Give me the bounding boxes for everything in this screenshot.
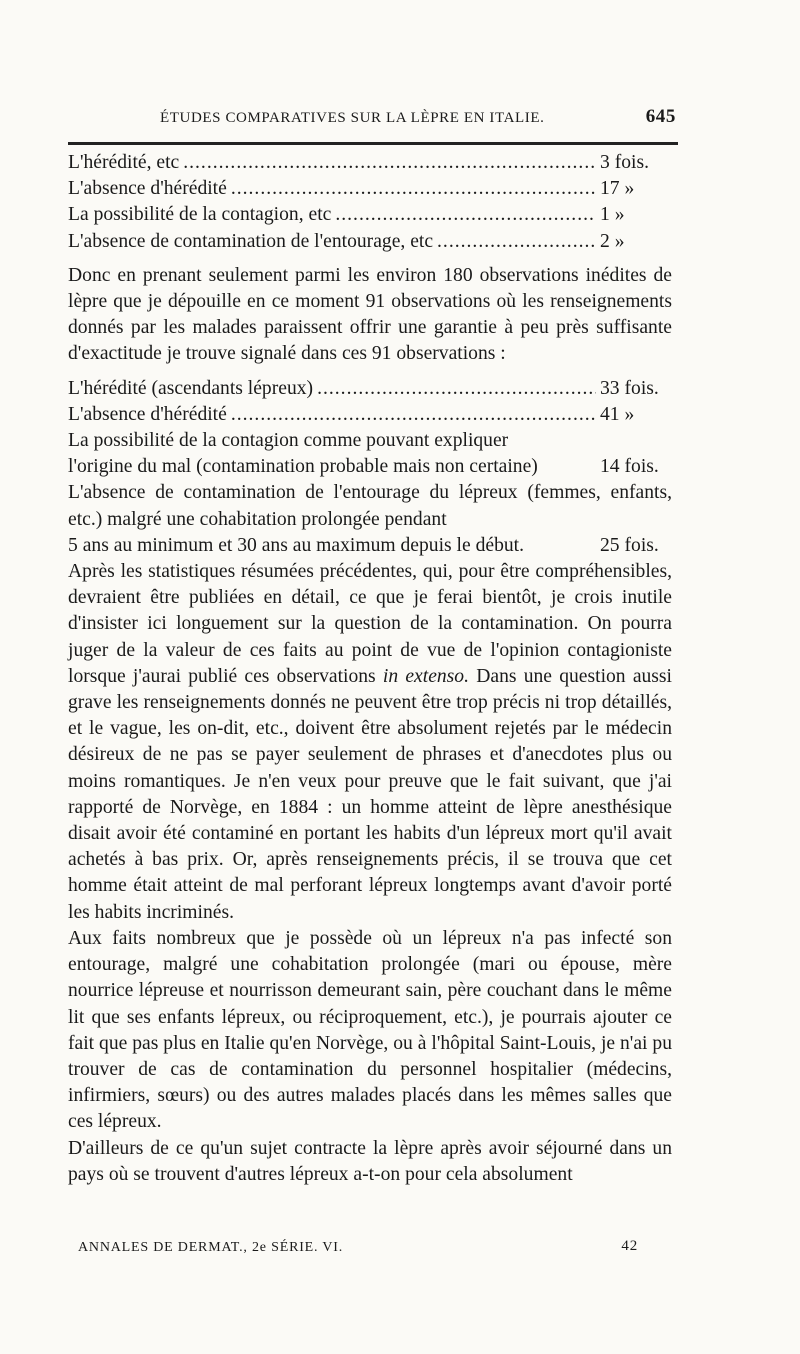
page-number: 645 <box>645 106 676 127</box>
spacer <box>68 255 672 263</box>
list1-item: L'hérédité, etc ..... 3 fois. <box>68 150 672 176</box>
dot-leader <box>335 202 596 228</box>
dot-leader <box>437 229 596 255</box>
running-title: ÉTUDES COMPARATIVES SUR LA LÈPRE EN ITALIE. <box>160 110 545 126</box>
signature-mark: 42 <box>621 1238 638 1254</box>
paragraph: Donc en prenant seulement parmi les environ 180 observations inédites de lèpre que je dépouille en ce moment 91 observations où les renseignements donnés par les malades paraissent offrir une garantie à peu près suffisante d'exactitude je trouve signalé dans ces 91 observations : <box>68 264 672 365</box>
dot-leader <box>231 176 596 202</box>
paragraph: Aux faits nombreux que je possède où un lépreux n'a pas infecté son entourage, malgré une cohabitation prolongée (mari ou épouse, mère nourrice lépreuse et nourrisson demeurant sain, père couchant dans le même lit que ses enfants lépreux, ou réciproquement, etc.), je pourrais ajouter ce fait que pas plus en Italie qu'en Norvège, ou à l'hôpital Saint-Louis, je n'ai pu trouver de cas de contamination du personnel hospitalier (médecins, infirmiers, sœurs) ou des autres malades placés dans les mêmes salles que ces lépreux. <box>68 927 672 1133</box>
list2-item: L'absence d'hérédité ..... 41 » <box>68 402 672 428</box>
italic-phrase: in extenso. <box>382 665 470 687</box>
dot-leader <box>183 150 596 176</box>
page-body <box>68 150 672 1188</box>
dot-leader <box>231 402 596 428</box>
spacer <box>68 368 672 376</box>
list1-item: L'absence de contamination de l'entourage, etc ..... 2 » <box>68 229 672 255</box>
list1-item: La possibilité de la contagion, etc ..... 1 » <box>68 202 672 228</box>
dot-leader <box>317 376 596 402</box>
list2-entry-absence: L'absence de contamination de l'entourage du lépreux (femmes, enfants, etc.) malgré une cohabitation prolongée pendant 5 ans au minimum et 30 ans au maximum depuis le début. 25 fois. <box>68 482 672 556</box>
paragraph: Après les statistiques résumées précédentes, qui, pour être compréhensibles, devraient être publiées en détail, ce que je ferai bientôt, je crois inutile d'insister ici longuement sur la question de la contamination. On pourra juger de la valeur de ces faits au point de vue de l'opinion contagioniste lorsque j'aurai publié ces observations in extenso. Dans une question aussi grave les renseignements donnés ne peuvent être trop précis ni trop détaillés, et le vague, les on-dit, etc., doivent être absolument rejetés par le médecin désireux de ne pas se payer seulement de phrases et d'anecdotes plus ou moins romantiques. Je n'en veux pour preuve que le fait suivant, que j'ai rapporté de Norvège, en 1884 : un homme atteint de lèpre anesthésique disait avoir été contaminé en portant les habits d'un lépreux mort qu'il avait achetés à bas prix. Or, après renseignements précis, il se trouva que cet homme était atteint de mal perforant lépreux longtemps avant d'avoir porté les habits incriminés. <box>68 561 673 923</box>
list2-entry-contagion: La possibilité de la contagion comme pouvant expliquer l'origine du mal (contamination probable mais non certaine) 14 fois. <box>68 430 659 478</box>
page-header <box>68 106 676 130</box>
paragraph: D'ailleurs de ce qu'un sujet contracte la lèpre après avoir séjourné dans un pays où se trouvent d'autres lépreux a-t-on pour cela absolument <box>68 1137 672 1185</box>
list1-item: L'absence d'hérédité ..... 17 » <box>68 176 672 202</box>
page-footer <box>78 1236 638 1260</box>
list2-item: L'hérédité (ascendants lépreux) ..... 33 fois. <box>68 376 672 402</box>
header-rule <box>68 142 678 145</box>
journal-line: ANNALES DE DERMAT., 2e SÉRIE. VI. <box>78 1240 344 1255</box>
